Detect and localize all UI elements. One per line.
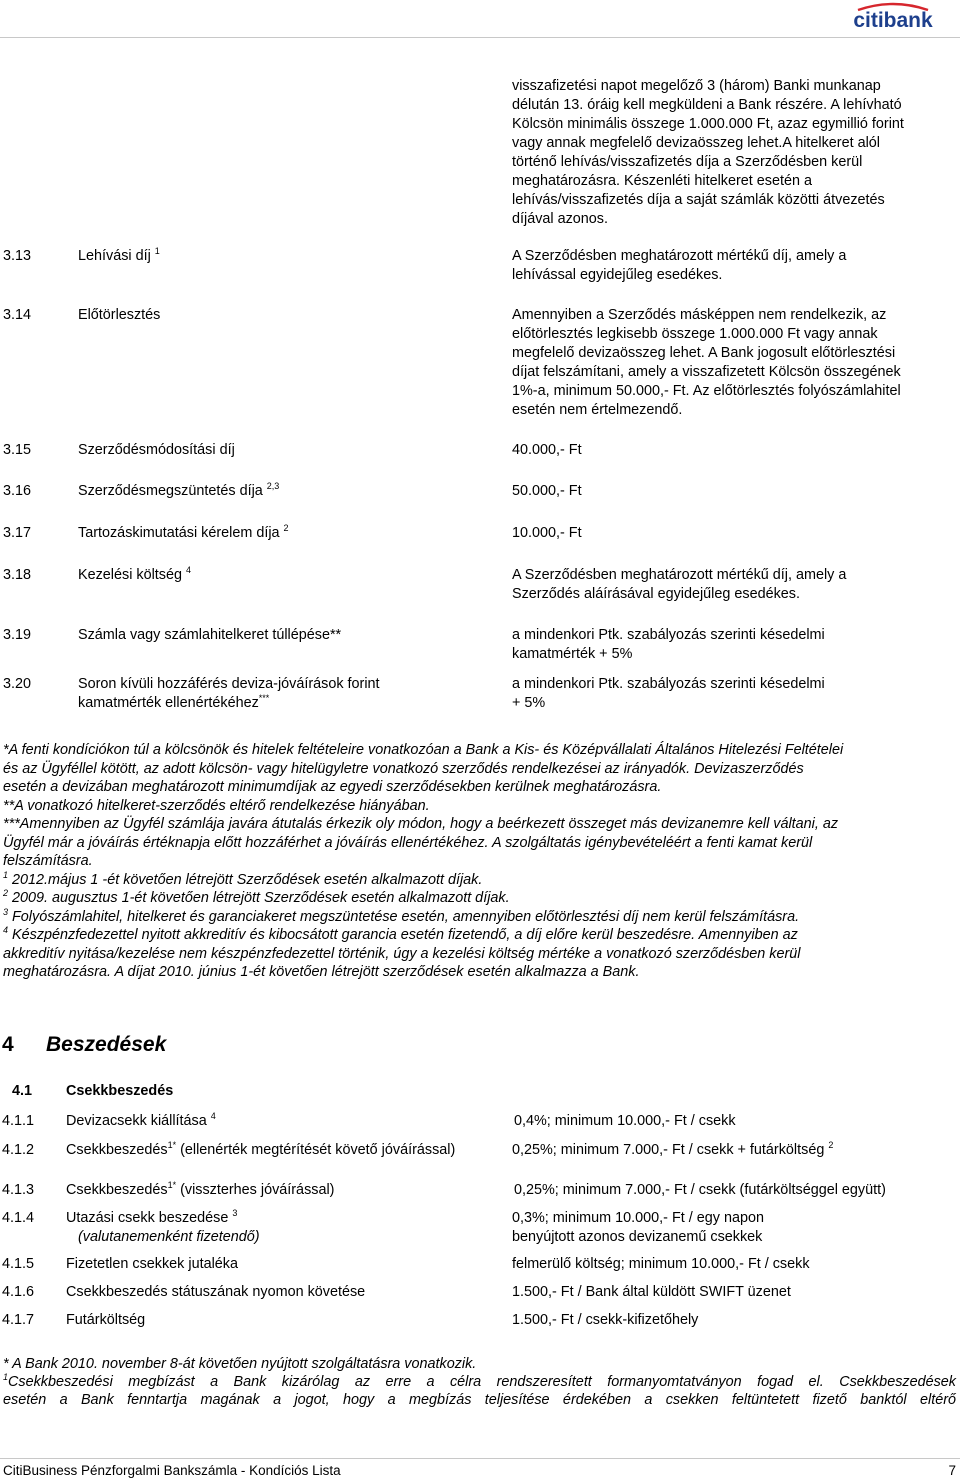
subsection-number: 4.1 (12, 1083, 33, 1099)
citibank-logo (838, 2, 948, 32)
item-number: 3.13 (3, 248, 32, 264)
row-value: 0,3%; minimum 10.000,- Ft / egy napon benyújtott azonos devizanemű csekkek (512, 1210, 764, 1245)
row-label: Devizacsekk kiállítása $^4$ (66, 1111, 216, 1129)
item-label: Számla vagy számlahitelkeret túllépése** (78, 627, 342, 643)
row-number: 4.1.7 (2, 1312, 35, 1328)
logo-text: citibank (853, 9, 933, 32)
row-value: 0,25%; minimum 7.000,- Ft / csekk (futárköltséggel együtt) (514, 1182, 886, 1198)
intro-line: díjával azonos. (512, 211, 608, 227)
item-value: Amennyiben a Szerződés másképpen nem rendelkezik, az előtörlesztés legkisebb összege 1.000.000 Ft vagy annak megfelelő devizaösszeg lehet. A Bank jogosult előtörlesztési díjat felszámítani, amely a visszafizetett Kölcsön összegének 1%-a, minimum 50.000,- Ft. Az előtörlesztés folyószámlahitel esetén nem értelmezendő. (512, 307, 901, 418)
header-rule (0, 37, 960, 38)
note-1-line: esetén a Bank fenntartja magának a jogot, hogy a megbízás teljesítése érdekében a csekken feltüntetett fizető banktól eltérő (3, 1392, 956, 1408)
item-value: 50.000,- Ft (512, 483, 582, 499)
footnote: $^3$ Folyószámlahitel, hitelkeret és garanciakeret megszüntetése esetén, amennyiben előtörlesztési díj nem kerül felszámításra. (3, 906, 800, 925)
row-value: 0,4%; minimum 10.000,- Ft / csekk (514, 1113, 736, 1129)
item-label: Szerződésmegszüntetés díja $^{2,3}$ (78, 481, 280, 499)
intro-line: történő lehívás/visszafizetés díja a Szerződésben kerül (512, 154, 863, 170)
note-line: felszámításra. (3, 853, 93, 869)
note-line: Ügyfél már a jóváírás értéknapja előtt hozzáférhet a jóváírás ellenértékéhez. A szolgáltatás igénybevételéért a fenti kamat kerül (3, 834, 813, 851)
item-label: Soron kívüli hozzáférés deviza-jóváírások forint kamatmérték ellenértékéhez*** (78, 676, 380, 711)
footer-rule (0, 1458, 960, 1459)
note-line: ***Amennyiben az Ügyfél számlája javára átutalás érkezik oly módon, hogy a beérkezett összeget más devizanemre kell váltani, az (3, 816, 839, 832)
row-label: Csekkbeszedés$^{1*}$ (ellenérték megtérítését követő jóváírással) (66, 1140, 456, 1158)
intro-line: lehívás/visszafizetés díja a saját számlák közötti átvezetés (512, 192, 885, 208)
row-number: 4.1.6 (2, 1284, 35, 1300)
conditions-notes (3, 741, 956, 982)
row-value: 1.500,- Ft / csekk-kifizetőhely (512, 1312, 699, 1328)
item-number: 3.18 (3, 567, 32, 583)
intro-line: vagy annak megfelelő devizaösszeg lehet.A hitelkeret alól (512, 135, 880, 151)
footer-title: CitiBusiness Pénzforgalmi Bankszámla - Kondíciós Lista (3, 1463, 341, 1478)
section-title: Beszedések (46, 1033, 167, 1056)
footnote-cont: meghatározásra. A díjat 2010. június 1-ét követően létrejött szerződések esetén alkalmazza a Bank. (3, 964, 640, 980)
note-line: **A vonatkozó hitelkeret-szerződés eltérő rendelkezése hiányában. (3, 797, 430, 814)
item-value: 40.000,- Ft (512, 442, 582, 458)
item-value: A Szerződésben meghatározott mértékű díj, amely a Szerződés aláírásával egyidejűleg esedékes. (512, 567, 847, 602)
note-line: és az Ügyféllel kötött, az adott kölcsön- vagy hitelügyletre vonatkozó szerződés rendelkezései az irányadók. Devizaszerződés (3, 760, 804, 777)
row-label: Csekkbeszedés státuszának nyomon követése (66, 1284, 366, 1300)
section-number: 4 (2, 1033, 14, 1056)
row-label: Futárköltség (66, 1312, 146, 1328)
note-1-line: $^1$Csekkbeszedési megbízást a Bank kizárólag az erre a célra rendszeresített formanyomtatványon fogad el. Csekkbeszedések (3, 1372, 956, 1390)
row-value: 1.500,- Ft / Bank által küldött SWIFT üzenet (512, 1284, 791, 1300)
item-number: 3.16 (3, 483, 32, 499)
intro-line: meghatározásra. Készenléti hitelkeret esetén a (512, 173, 812, 189)
item-label: Lehívási díj $^1$ (78, 246, 160, 264)
row-number: 4.1.2 (2, 1142, 35, 1158)
footnote: $^1$ 2012.május 1 -ét követően létrejött Szerződések esetén alkalmazott díjak. (3, 869, 483, 888)
item-value: a mindenkori Ptk. szabályozás szerinti késedelmi + 5% (512, 676, 825, 711)
item-label: Szerződésmódosítási díj (78, 442, 235, 458)
intro-line: délután 13. óráig kell megküldeni a Bank részére. A lehívható (512, 97, 902, 113)
intro-line: visszafizetési napot megelőző 3 (három) Banki munkanap (512, 78, 881, 94)
item-number: 3.15 (3, 442, 32, 458)
footnote: $^4$ Készpénzfedezettel nyitott akkreditív és kibocsátott garancia esetén fizetendő, a díj előre kerül beszedésre. Amennyiben az (3, 925, 798, 943)
row-label: Fizetetlen csekkek jutaléka (66, 1256, 238, 1272)
bottom-notes (3, 1355, 956, 1409)
row-value: 0,25%; minimum 7.000,- Ft / csekk + futárköltség $^2$ (512, 1140, 834, 1158)
note-line: *A fenti kondíciókon túl a kölcsönök és hitelek feltételeire vonatkozóan a Bank a Kis- és Középvállalati Általános Hitelezési Feltételei (3, 742, 844, 758)
item-number: 3.14 (3, 307, 32, 323)
row-number: 4.1.3 (2, 1182, 35, 1198)
item-label: Kezelési költség $^4$ (78, 565, 192, 583)
row-number: 4.1.5 (2, 1256, 35, 1272)
intro-paragraph (512, 77, 957, 229)
item-label: Tartozáskimutatási kérelem díja $^2$ (78, 523, 289, 541)
row-label: Csekkbeszedés$^{1*}$ (visszterhes jóváírással) (66, 1180, 335, 1198)
row-number: 4.1.1 (2, 1113, 35, 1129)
item-value: A Szerződésben meghatározott mértékű díj, amely a lehívással egyidejűleg esedékes. (512, 248, 847, 283)
page-number: 7 (948, 1463, 956, 1478)
intro-line: Kölcsön minimális összege 1.000.000 Ft, azaz egymillió forint (512, 116, 904, 132)
item-value: a mindenkori Ptk. szabályozás szerinti késedelmi kamatmérték + 5% (512, 627, 825, 662)
note-line: esetén a devizában meghatározott minimumdíjak az egyedi szerződésekben kerülnek meghatározásra. (3, 779, 662, 795)
row-label: Utazási csekk beszedése $^3$ (valutanemenként fizetendő) (66, 1208, 260, 1245)
footnote-cont: akkreditív nyitása/kezelése nem készpénzfedezettel történik, úgy a kezelési költség mértéke a vonatkozó szerződésben kerül (3, 945, 801, 962)
item-number: 3.19 (3, 627, 32, 643)
row-value: felmerülő költség; minimum 10.000,- Ft / csekk (512, 1256, 810, 1272)
star-note: * A Bank 2010. november 8-át követően nyújtott szolgáltatásra vonatkozik. (3, 1356, 477, 1372)
item-label: Előtörlesztés (78, 307, 161, 323)
row-number: 4.1.4 (2, 1210, 35, 1226)
item-value: 10.000,- Ft (512, 525, 582, 541)
footnote: $^2$ 2009. augusztus 1-ét követően létrejött Szerződések esetén alkalmazott díjak. (3, 888, 510, 906)
subsection-title: Csekkbeszedés (66, 1083, 174, 1099)
item-number: 3.17 (3, 525, 32, 541)
item-number: 3.20 (3, 676, 32, 692)
